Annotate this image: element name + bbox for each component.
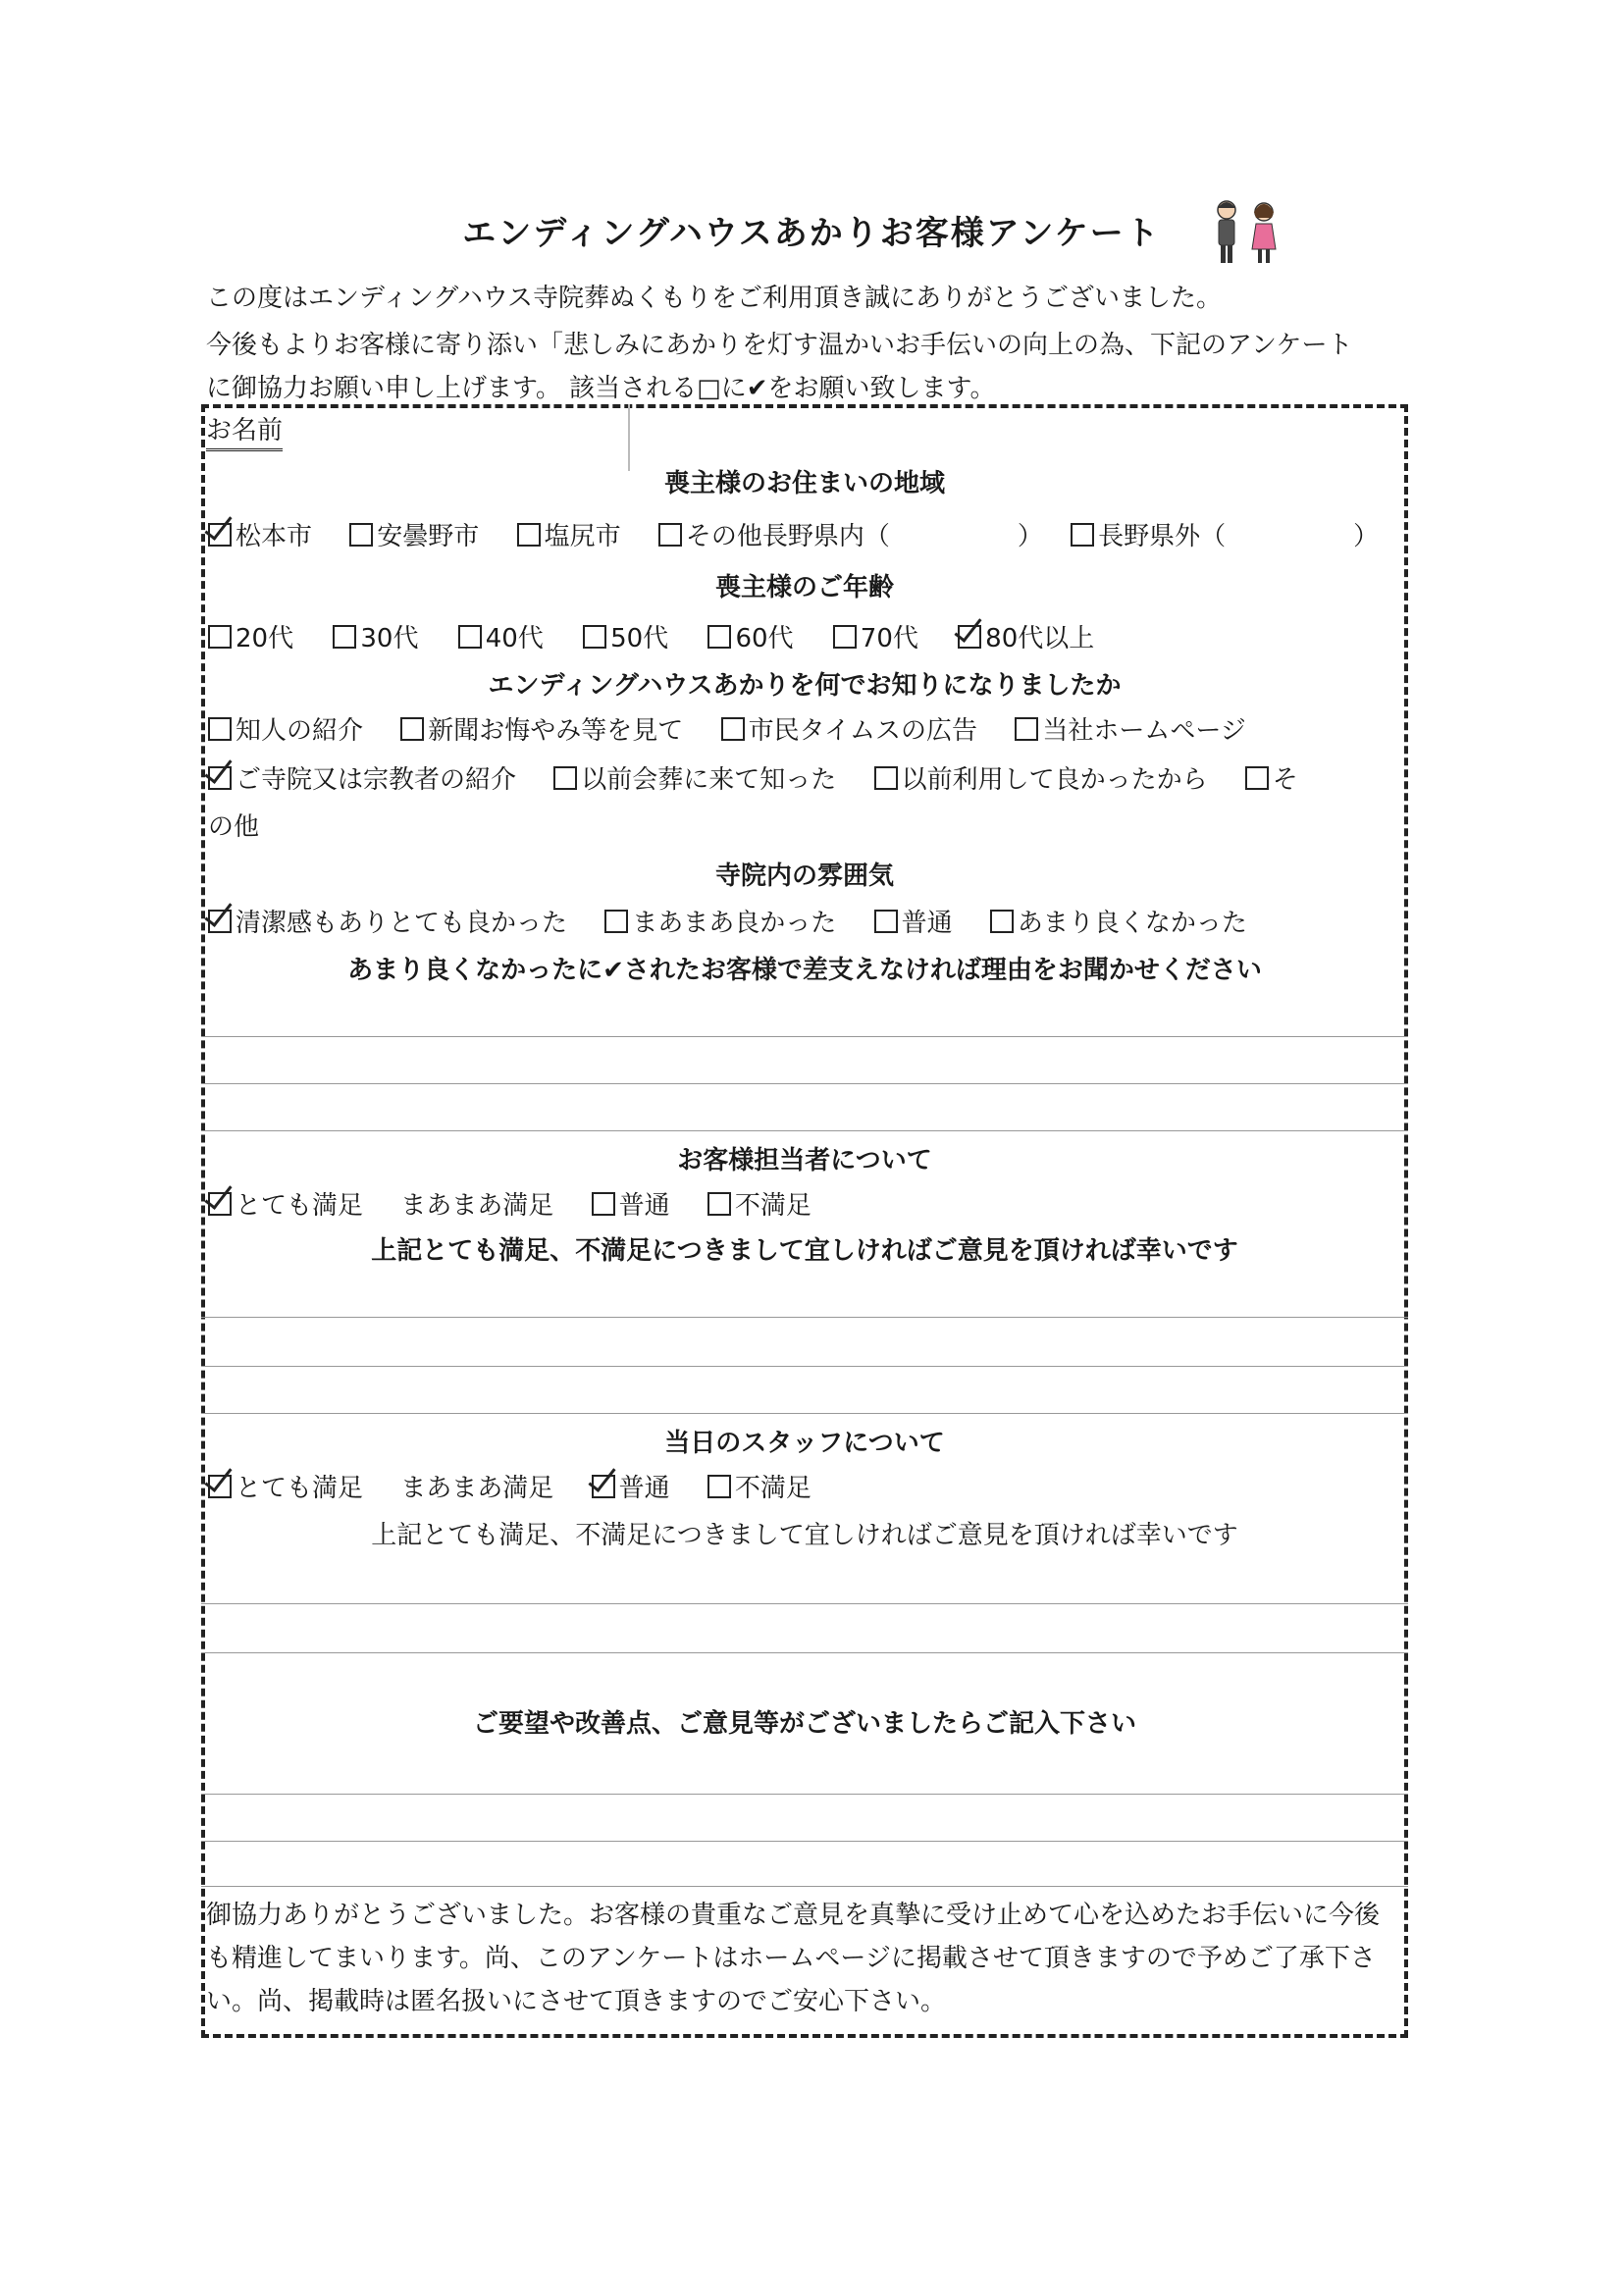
region-options [208,516,1379,552]
checkbox-icon[interactable] [874,910,898,933]
region-option-other-nagano[interactable]: その他長野県内（ ） [658,516,1043,552]
name-field-label: お名前 [206,410,283,451]
checkbox-icon[interactable] [1071,523,1094,547]
source-other-wrap: の他 [208,812,260,842]
checkbox-icon[interactable] [553,766,577,790]
age-heading: 喪主様のご年齢 [714,573,894,602]
day-staff-option-fairly-satisfied[interactable]: まあまあ満足 [400,1474,554,1503]
checkbox-icon[interactable] [707,1475,731,1498]
age-option-80s-plus[interactable]: 80代以上 [958,618,1094,654]
staff-option-normal[interactable]: 普通 [592,1185,670,1222]
region-option-outside-nagano[interactable]: 長野県外（ ） [1071,516,1379,552]
staff-option-dissatisfied[interactable]: 不満足 [707,1185,812,1222]
atmosphere-options [208,903,1247,939]
source-option-shimin-times[interactable]: 市民タイムスの広告 [721,710,977,747]
atmosphere-option-normal[interactable]: 普通 [874,903,953,939]
closing-message: 御協力ありがとうございました。お客様の貴重なご意見を真摯に受け止めて心を込めたお手伝いに今後も精進してまいります。尚、このアンケートはホームページに掲載させて頂きますので予めご了承下さい。尚、掲載時は匿名扱いにさせて頂きますのでご安心下さい。 [206,1901,1381,2016]
intro-line-1: この度はエンディングハウス寺院葬ぬくもりをご利用頂き誠にありがとうございました。 [206,284,1223,313]
source-option-other[interactable]: そ [1245,759,1298,796]
staff-in-charge-options [208,1185,812,1222]
answer-line[interactable] [201,1413,1408,1414]
atmosphere-heading: 寺院内の雰囲気 [714,861,894,891]
requests-heading: ご要望や改善点、ご意見等がございましたらご記入下さい [472,1709,1136,1739]
answer-line[interactable] [201,1794,1408,1795]
checkbox-icon[interactable] [707,625,731,649]
age-options [208,618,1094,654]
region-option-azumino[interactable]: 安曇野市 [349,516,479,552]
answer-line[interactable] [201,1886,1408,1887]
day-staff-heading: 当日のスタッフについて [664,1429,945,1458]
source-option-newspaper[interactable]: 新聞お悔やみ等を見て [400,710,683,747]
checkbox-icon[interactable] [517,523,541,547]
checkbox-icon[interactable] [958,625,981,649]
checkbox-icon[interactable] [592,1475,615,1498]
checkbox-icon[interactable] [721,717,745,741]
answer-line[interactable] [201,1083,1408,1084]
staff-option-fairly-satisfied[interactable]: まあまあ満足 [400,1191,554,1221]
checkbox-icon[interactable] [208,1475,232,1498]
age-option-70s[interactable]: 70代 [833,618,918,654]
day-staff-followup: 上記とても満足、不満足につきまして宜しければご意見を頂ければ幸いです [371,1521,1238,1550]
page-title: エンディングハウスあかりお客様アンケート [462,214,1161,253]
checkbox-icon[interactable] [604,910,628,933]
source-option-homepage[interactable]: 当社ホームページ [1015,710,1245,747]
checkbox-icon[interactable] [658,523,682,547]
source-option-past-use[interactable]: 以前利用して良かったから [874,759,1208,796]
source-option-acquaintance[interactable]: 知人の紹介 [208,710,363,747]
age-option-40s[interactable]: 40代 [458,618,544,654]
atmosphere-option-very-good[interactable]: 清潔感もありとても良かった [208,903,567,939]
checkbox-icon[interactable] [707,1192,731,1216]
answer-line[interactable] [201,1603,1408,1604]
day-staff-option-dissatisfied[interactable]: 不満足 [707,1468,812,1504]
source-options-row-1 [208,710,1246,747]
age-option-60s[interactable]: 60代 [707,618,793,654]
checkbox-icon[interactable] [833,625,857,649]
staff-in-charge-heading: お客様担当者について [677,1146,932,1175]
day-staff-option-normal[interactable]: 普通 [592,1468,670,1504]
checkbox-icon[interactable] [208,523,232,547]
intro-line-3: に御協力お願い申し上げます。 該当される□に✔をお願い致します。 [206,374,996,403]
answer-line[interactable] [201,1652,1408,1653]
atmosphere-option-fairly-good[interactable]: まあまあ良かった [604,903,836,939]
staff-option-very-satisfied[interactable]: とても満足 [208,1185,363,1222]
source-heading: エンディングハウスあかりを何でお知りになりましたか [488,671,1122,701]
region-heading: 喪主様のお住まいの地域 [663,469,945,498]
checkbox-icon[interactable] [208,1192,232,1216]
region-option-matsumoto[interactable]: 松本市 [208,516,312,552]
checkbox-icon[interactable] [349,523,373,547]
age-option-20s[interactable]: 20代 [208,618,293,654]
checkbox-icon[interactable] [208,717,232,741]
checkbox-icon[interactable] [208,910,232,933]
checkbox-icon[interactable] [990,910,1014,933]
checkbox-icon[interactable] [208,625,232,649]
checkbox-icon[interactable] [208,766,232,790]
source-option-past-funeral[interactable]: 以前会葬に来て知った [553,759,836,796]
staff-in-charge-followup: 上記とても満足、不満足につきまして宜しければご意見を頂ければ幸いです [371,1236,1238,1266]
name-field-divider [628,404,630,471]
day-staff-options [208,1468,812,1504]
atmosphere-followup: あまり良くなかったに✔されたお客様で差支えなければ理由をお聞かせください [347,956,1262,985]
answer-line[interactable] [201,1317,1408,1318]
checkbox-icon[interactable] [1015,717,1038,741]
checkbox-icon[interactable] [583,625,606,649]
region-option-shiojiri[interactable]: 塩尻市 [517,516,621,552]
answer-line[interactable] [201,1366,1408,1367]
checkbox-icon[interactable] [1245,766,1269,790]
age-option-50s[interactable]: 50代 [583,618,668,654]
answer-line[interactable] [201,1841,1408,1842]
age-option-30s[interactable]: 30代 [333,618,418,654]
checkbox-icon[interactable] [458,625,482,649]
couple-illustration-icon [1207,196,1285,267]
answer-line[interactable] [201,1036,1408,1037]
checkbox-icon[interactable] [333,625,356,649]
intro-line-2: 今後もよりお客様に寄り添い「悲しみにあかりを灯す温かいお手伝いの向上の為、下記のアンケート [206,331,1353,360]
checkbox-icon[interactable] [400,717,424,741]
atmosphere-option-not-good[interactable]: あまり良くなかった [990,903,1247,939]
answer-line[interactable] [201,1130,1408,1131]
source-options-row-2 [208,759,1298,796]
source-option-temple-referral[interactable]: ご寺院又は宗教者の紹介 [208,759,516,796]
day-staff-option-very-satisfied[interactable]: とても満足 [208,1468,363,1504]
checkbox-icon[interactable] [874,766,898,790]
checkbox-icon[interactable] [592,1192,615,1216]
